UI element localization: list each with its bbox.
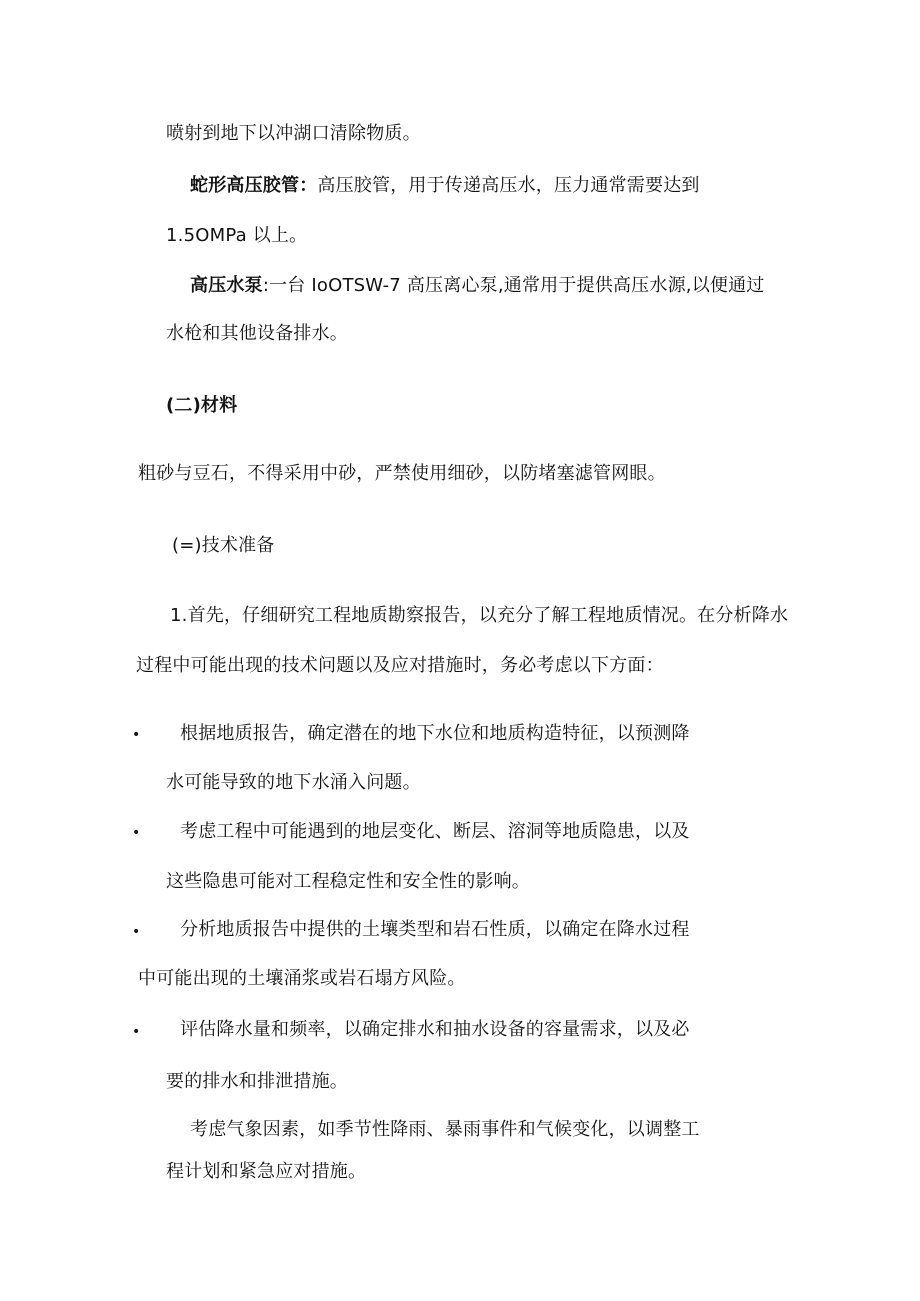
hose-paragraph-line: [190, 174, 700, 198]
hose-text: 高压胶管，用于传递高压水，压力通常需要达到: [317, 175, 700, 196]
list-item-line: 分析地质报告中提供的土壤类型和岩石性质，以确定在降水过程: [180, 919, 690, 940]
list-item-line: 程计划和紧急应对措施。: [166, 1161, 367, 1182]
list-item-line: 要的排水和排泄措施。: [166, 1071, 348, 1092]
list-item-line: 这些隐患可能对工程稳定性和安全性的影响。: [166, 871, 530, 892]
list-item-line: 评估降水量和频率，以确定排水和抽水设备的容量需求，以及必: [180, 1019, 690, 1040]
list-item-line: 考虑工程中可能遇到的地层变化、断层、溶洞等地质隐患，以及: [180, 821, 690, 842]
hose-label: 蛇形高压胶管：: [190, 175, 318, 196]
bullet-dot-icon: •: [132, 924, 141, 940]
bullet-dot-icon: •: [132, 1024, 141, 1040]
list-item-line: 水可能导致的地下水涌入问题。: [166, 772, 421, 793]
paragraph-line: 喷射到地下以冲湖口清除物质。: [166, 123, 421, 144]
bullet-dot-icon: •: [132, 727, 141, 743]
paragraph-line: 过程中可能出现的技术问题以及应对措施时，务必考虑以下方面：: [136, 655, 664, 676]
pump-paragraph-line: [190, 274, 765, 298]
paragraph-line: 水枪和其他设备排水。: [166, 323, 348, 344]
list-item-line: 中可能出现的土壤涌浆或岩石塌方风险。: [138, 968, 466, 989]
list-item-line: 考虑气象因素，如季节性降雨、暴雨事件和气候变化，以调整工: [190, 1119, 700, 1140]
paragraph-line: 粗砂与豆石，不得采用中砂，严禁使用细砂，以防堵塞滤管网眼。: [138, 463, 666, 484]
list-item-line: 根据地质报告，确定潜在的地下水位和地质构造特征，以预测降: [180, 723, 690, 744]
section-heading-materials: (二)材料: [166, 395, 238, 416]
paragraph-line: 1.5OMPa 以上。: [166, 225, 308, 246]
pump-text: :一台 IoOTSW-7 高压离心泵,通常用于提供高压水源,以便通过: [262, 275, 765, 296]
section-heading-technical: (=)技术准备: [172, 535, 275, 556]
bullet-dot-icon: •: [132, 825, 141, 841]
paragraph-line: 1.首先，仔细研究工程地质勘察报告，以充分了解工程地质情况。在分析降水: [170, 605, 789, 626]
pump-label: 高压水泵: [190, 275, 263, 296]
